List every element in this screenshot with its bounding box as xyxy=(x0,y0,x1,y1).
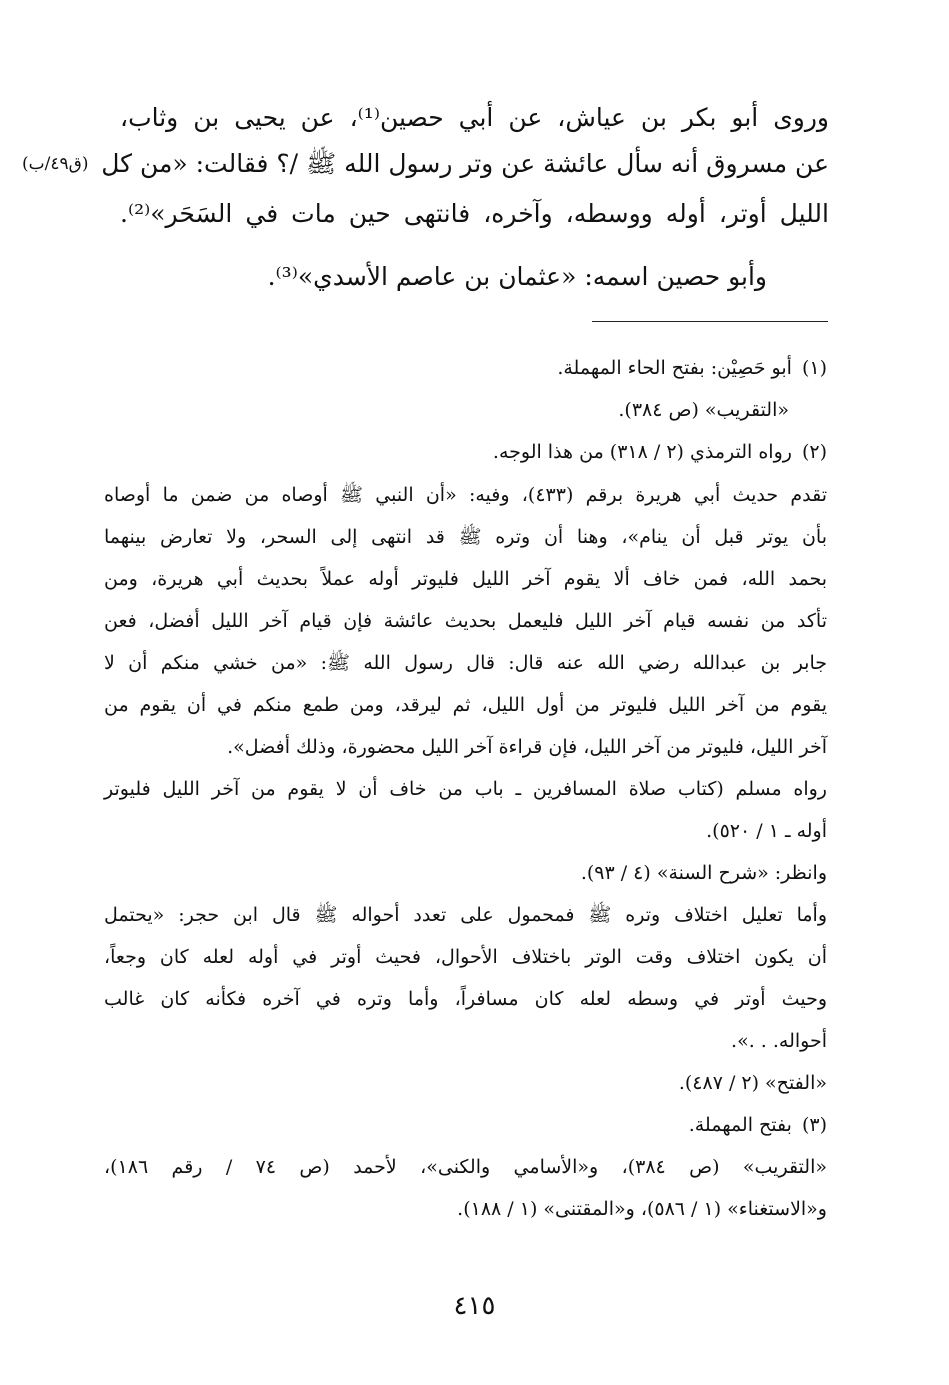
main-text-line-2: عن مسروق أنه سأل عائشة عن وتر رسول الله ﷺ /؟ فقالت: «من كل xyxy=(101,149,829,178)
main-text-line-3: الليل أوتر، أوله ووسطه، وآخره، فانتهى حين مات في السَحَر»⁽²⁾. xyxy=(120,199,829,228)
footnote-2-line: وأما تعليل اختلاف وتره ﷺ فمحمول على تعدد أحواله ﷺ قال ابن حجر: «يحتمل xyxy=(104,904,827,926)
footnote-3-line: و«الاستغناء» (١ / ٥٨٦)، و«المقتنى» (١ / ١٨٨). xyxy=(457,1198,827,1220)
footnote-1 xyxy=(557,353,827,383)
manuscript-folio-note: (ق٤٩/ب) xyxy=(22,154,89,174)
footnote-2-line: أوله ـ ١ / ٥٢٠). xyxy=(706,820,827,842)
footnote-1-source: «التقريب» (ص ٣٨٤). xyxy=(618,399,789,421)
footnote-text: رواه الترمذي (٢ / ٣١٨) من هذا الوجه. xyxy=(492,441,792,463)
footnote-2-line: أحواله. . .». xyxy=(731,1030,827,1052)
footnote-number: (٣) xyxy=(801,1114,827,1136)
main-text-line-4: وأبو حصين اسمه: «عثمان بن عاصم الأسدي»⁽³⁾. xyxy=(267,262,767,291)
footnote-2-line: وانظر: «شرح السنة» (٤ / ٩٣). xyxy=(580,862,827,884)
footnote-2-line: بأن يوتر قبل أن ينام»، وهنا أن وتره ﷺ قد انتهى إلى السحر، ولا تعارض بينهما xyxy=(104,526,827,548)
footnote-2-line: جابر بن عبدالله رضي الله عنه قال: قال رسول الله ﷺ: «من خشي منكم أن لا xyxy=(104,652,827,674)
main-text-line-1: وروى أبو بكر بن عياش، عن أبي حصين⁽¹⁾، عن يحيى بن وثاب، xyxy=(120,103,829,132)
footnote-2-line: آخر الليل، فليوتر من آخر الليل، فإن قراءة آخر الليل محضورة، وذلك أفضل». xyxy=(227,736,827,758)
footnote-2-line: يقوم من آخر الليل فليوتر من أول الليل، ثم ليرقد، ومن طمع منكم في أن يقوم من xyxy=(104,694,827,716)
footnote-3-line: «التقريب» (ص ٣٨٤)، و«الأسامي والكنى»، لأحمد (ص ٧٤ / رقم ١٨٦)، xyxy=(104,1156,827,1178)
footnote-2-line: رواه مسلم (كتاب صلاة المسافرين ـ باب من خاف أن لا يقوم من آخر الليل فليوتر xyxy=(104,778,827,800)
footnote-number: (١) xyxy=(801,357,827,379)
footnote-3 xyxy=(689,1110,827,1140)
footnote-2-line: تقدم حديث أبي هريرة برقم (٤٣٣)، وفيه: «أن النبي ﷺ أوصاه من ضمن ما أوصاه xyxy=(104,484,827,506)
footnote-2 xyxy=(493,437,827,467)
footnote-2-line: أن يكون اختلاف وقت الوتر باختلاف الأحوال، فحيث أوتر في أوله لعله كان وجعاً، xyxy=(104,946,827,968)
footnote-number: (٢) xyxy=(801,441,827,463)
footnote-2-line: تأكد من نفسه قيام آخر الليل فليعمل بحديث عائشة فإن قيام آخر الليل أفضل، فعن xyxy=(104,610,827,632)
footnote-text: بفتح المهملة. xyxy=(688,1114,792,1136)
footnote-text: أبو حَصِيْن: بفتح الحاء المهملة. xyxy=(557,357,792,379)
footnote-separator xyxy=(592,321,828,322)
footnote-2-line: «الفتح» (٢ / ٤٨٧). xyxy=(678,1072,827,1094)
page-number: ٤١٥ xyxy=(453,1291,496,1321)
footnote-2-line: بحمد الله، فمن خاف ألا يقوم آخر الليل فليوتر أوله عملاً بحديث أبي هريرة، ومن xyxy=(104,568,827,590)
footnote-2-line: وحيث أوتر في وسطه لعله كان مسافراً، وأما وتره في آخره فكأنه كان غالب xyxy=(104,988,827,1010)
